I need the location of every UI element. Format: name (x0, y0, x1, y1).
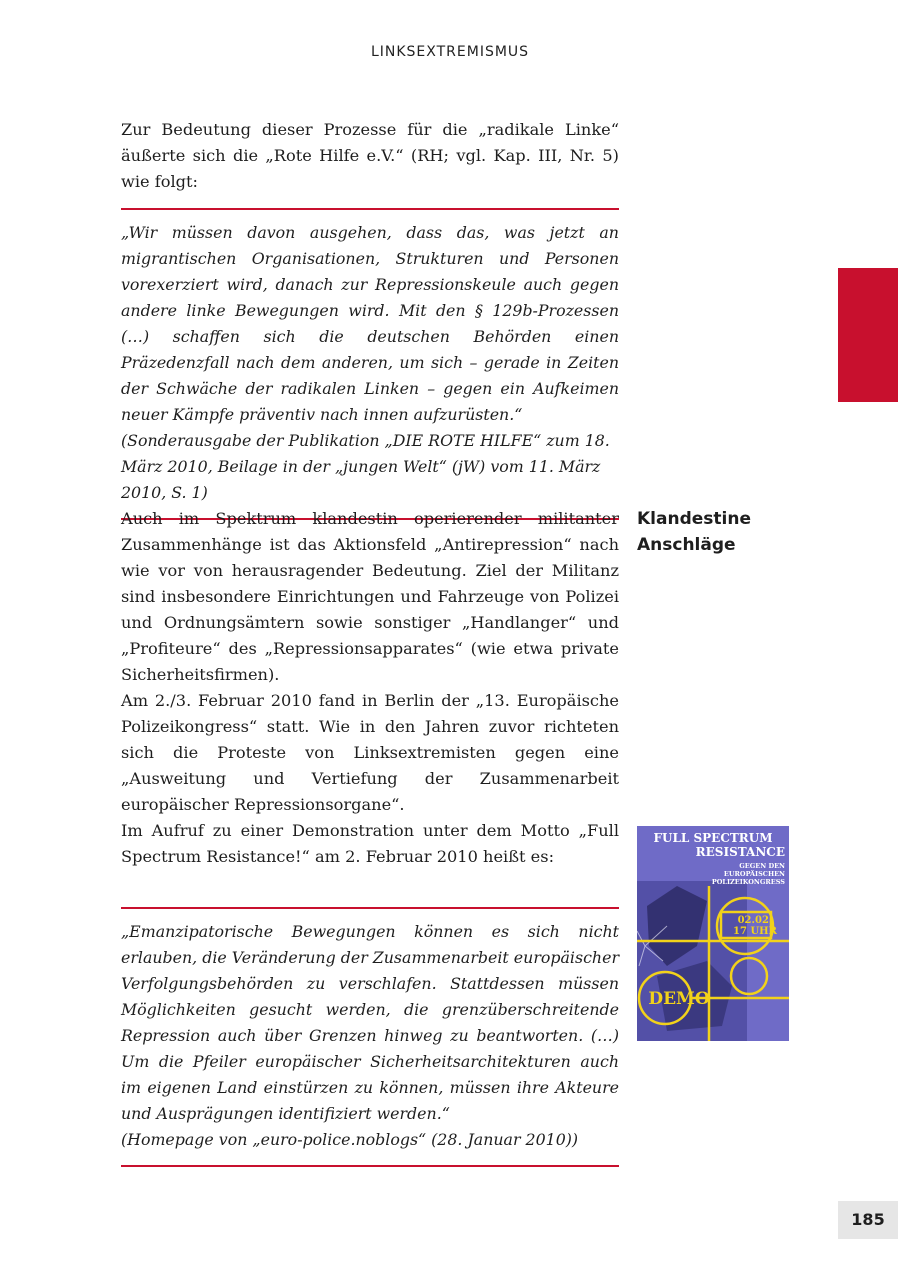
poster-subtitle-3: POLIZEIKONGRESS (711, 878, 785, 886)
quote-1-text: „Wir müssen davon ausgehen, dass das, was jetzt an migrantischen Organisationen, Strukturen und Personen vorexerziert wird, danach zur Repressionskeule auch gegen andere linke Bewegungen wird. Mit den § 129b-Prozessen (…) schaffen sich die deutschen Behörden einen Präzedenzfall nach dem anderen, um sich – gerade in Zeiten der Schwäche der radikalen Linken – gegen ein Aufkeimen neuer Kämpfe präventiv nach innen aufzurüsten.“ (121, 223, 619, 424)
poster-title-line-1: FULL SPECTRUM (653, 831, 773, 845)
page-number: 185 (838, 1201, 898, 1239)
margin-heading (637, 506, 817, 558)
paragraph-1-block (121, 506, 619, 688)
quote-block-2 (121, 907, 619, 1167)
poster-subtitle-2: EUROPÄISCHEN (723, 870, 785, 878)
poster-title-line-2: RESISTANCE (695, 845, 785, 859)
demo-poster-image (637, 826, 789, 1041)
paragraph-3: Im Aufruf zu einer Demonstration unter dem Motto „Full Spectrum Resistance!“ am 2. Februar 2010 heißt es: (121, 821, 619, 866)
quote-2-source: (Homepage von „euro-police.noblogs“ (28. Januar 2010)) (121, 1130, 579, 1149)
poster-time: 17 UHR (733, 926, 777, 937)
poster-subtitle-1: GEGEN DEN (739, 862, 785, 870)
poster-date: 02.02. (737, 915, 773, 926)
poster-artwork (637, 826, 789, 1041)
poster-demo-label: DEMO (648, 989, 710, 1009)
paragraph-3-block (121, 818, 619, 870)
paragraph-1: Auch im Spektrum klandestin operierender militanter Zusammenhänge ist das Aktionsfeld „Antirepression“ nach wie vor von herausragender Bedeutung. Ziel der Militanz sind insbesondere Einrichtungen und Fahrzeuge von Polizei und Ordnungsämtern sowie sonstiger „Handlanger“ und „Profiteure“ des „Repressionsapparates“ (wie etwa private Sicherheitsfirmen). (121, 509, 619, 684)
quote-block-1 (121, 208, 619, 520)
running-header: LINKSEXTREMISMUS (370, 44, 530, 60)
margin-heading-line-1: Klandestine (637, 509, 751, 529)
quote-1-source: (Sonderausgabe der Publikation „DIE ROTE HILFE“ zum 18. März 2010, Beilage in der „jungen Welt“ (jW) vom 11. März 2010, S. 1) (121, 431, 610, 502)
quote-2-text: „Emanzipatorische Bewegungen können es sich nicht erlauben, die Veränderung der Zusammenarbeit europäischer Verfolgungsbehörden zu verschlafen. Stattdessen müssen Möglichkeiten gesucht werden, die grenzüberschreitende Repression auch über Grenzen hinweg zu beantworten. (…) Um die Pfeiler europäischer Sicherheitsarchitekturen auch im eigenen Land einstürzen zu können, müssen ihre Akteure und Ausprägungen identifiziert werden.“ (121, 922, 619, 1123)
intro-paragraph: Zur Bedeutung dieser Prozesse für die „radikale Linke“ äußerte sich die „Rote Hilfe e.V.“ (RH; vgl. Kap. III, Nr. 5) wie folgt: (121, 120, 619, 191)
paragraph-2-block (121, 688, 619, 818)
margin-heading-line-2: Anschläge (637, 535, 736, 555)
intro-paragraph-block (121, 117, 619, 195)
paragraph-2: Am 2./3. Februar 2010 fand in Berlin der „13. Europäische Polizeikongress“ statt. Wie in den Jahren zuvor richteten sich die Proteste von Linksextremisten gegen eine „Ausweitung und Vertiefung der Zusammenarbeit europäischer Repressionsorgane“. (121, 691, 619, 814)
chapter-tab (838, 268, 898, 402)
